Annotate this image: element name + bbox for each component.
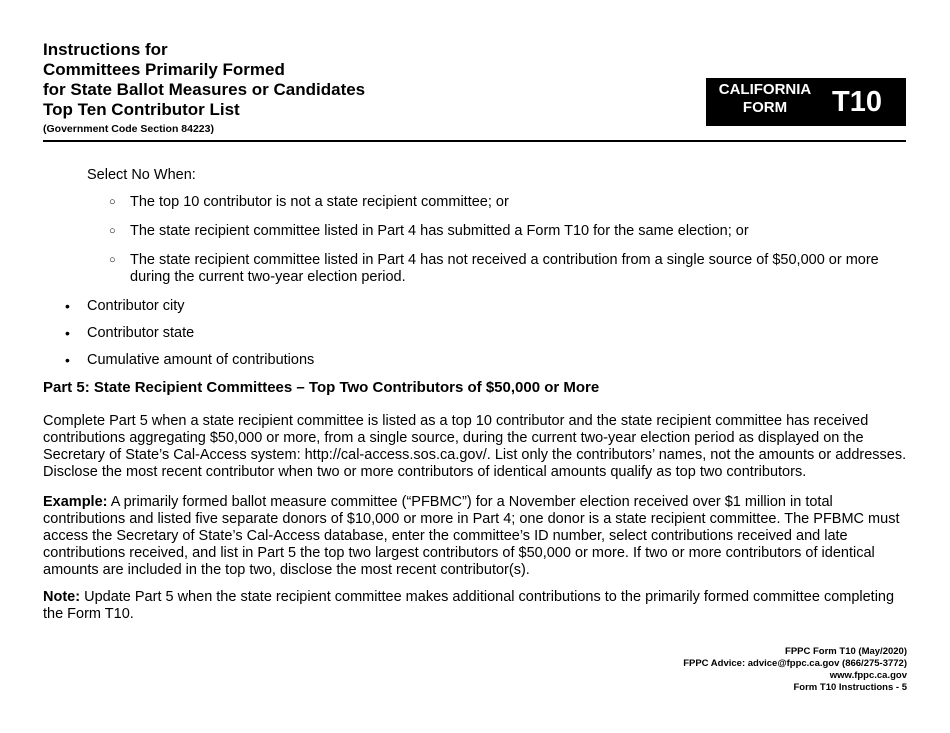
- form-state-line2: FORM: [742, 99, 788, 116]
- page-subtitle: (Government Code Section 84223): [43, 123, 214, 135]
- example-label: Example:: [43, 494, 108, 510]
- note-label: Note:: [43, 589, 81, 605]
- list-item-text: Contributor state: [87, 325, 195, 341]
- part5-heading: Part 5: State Recipient Committees – Top Two Contributors of $50,000 or More: [43, 379, 600, 396]
- form-id-box: [706, 78, 906, 126]
- form-state-line1: CALIFORNIA: [718, 81, 812, 98]
- list-item-text: The state recipient committee listed in Part 4 has submitted a Form T10 for the same election; or: [130, 223, 749, 239]
- bullet-icon: •: [65, 325, 70, 341]
- title-line: for State Ballot Measures or Candidates: [43, 80, 366, 99]
- title-line: Top Ten Contributor List: [43, 100, 240, 119]
- bullet-icon: •: [65, 298, 70, 314]
- circle-bullet-icon: ○: [109, 225, 116, 237]
- circle-bullet-icon: ○: [109, 254, 116, 266]
- note-paragraph: [43, 589, 908, 623]
- footer-page-number: Form T10 Instructions - 5: [793, 682, 907, 693]
- footer-form-version: FPPC Form T10 (May/2020): [785, 646, 907, 657]
- select-no-heading: Select No When:: [87, 167, 196, 183]
- document-body: [43, 165, 908, 623]
- list-item-text: Contributor city: [87, 298, 185, 314]
- page-title: [43, 40, 365, 120]
- list-item: [65, 325, 908, 342]
- title-line: Committees Primarily Formed: [43, 60, 285, 79]
- list-item: [109, 194, 908, 211]
- footer-website: www.fppc.ca.gov: [829, 670, 907, 681]
- list-item: [65, 298, 908, 315]
- note-text: Update Part 5 when the state recipient committee makes additional contributions to the primarily formed committee completing the Form T10.: [43, 589, 895, 622]
- title-line: Instructions for: [43, 40, 168, 59]
- form-state-label: [712, 81, 818, 117]
- list-item: [65, 352, 908, 369]
- list-item: [109, 223, 908, 240]
- list-item-text: The state recipient committee listed in Part 4 has not received a contribution from a single source of $50,000 or more during the current two-year election period.: [130, 252, 879, 285]
- header-divider: [43, 140, 906, 142]
- list-item-text: Cumulative amount of contributions: [87, 352, 315, 368]
- form-code: T10: [832, 86, 882, 118]
- contributor-fields-list: [43, 298, 908, 369]
- footer-advice: FPPC Advice: advice@fppc.ca.gov (866/275-3772): [683, 658, 907, 669]
- page-footer: [683, 646, 907, 694]
- list-item-text: The top 10 contributor is not a state recipient committee; or: [130, 194, 509, 210]
- part5-paragraph: Complete Part 5 when a state recipient committee is listed as a top 10 contributor and the state recipient committee has received contributions aggregating $50,000 or more, from a single source, during the current two-year election period as displayed on the Secretary of State’s Cal-Access system: http://cal-access.sos.ca.gov/. List only the contributors’ names, not the amounts or addresses. Disclose the most recent contributor when two or more contributors of identical amounts qualify as top two contributors.: [43, 413, 907, 480]
- circle-bullet-icon: ○: [109, 196, 116, 208]
- example-paragraph: [43, 494, 908, 579]
- list-item: [109, 252, 908, 286]
- example-text: A primarily formed ballot measure committee (“PFBMC”) for a November election received over $1 million in total contributions and listed five separate donors of $10,000 or more in Part 4; one donor is a state recipient committee. The PFBMC must access the Secretary of State’s Cal-Access database, enter the committee’s ID number, select contributions received and late contributions received, and list in Part 5 the top two largest contributors of $50,000 or more. If two or more contributors of identical amounts are included in the top two, disclose the most recent contributor(s).: [43, 494, 900, 578]
- bullet-icon: •: [65, 352, 70, 368]
- select-no-list: [43, 194, 908, 286]
